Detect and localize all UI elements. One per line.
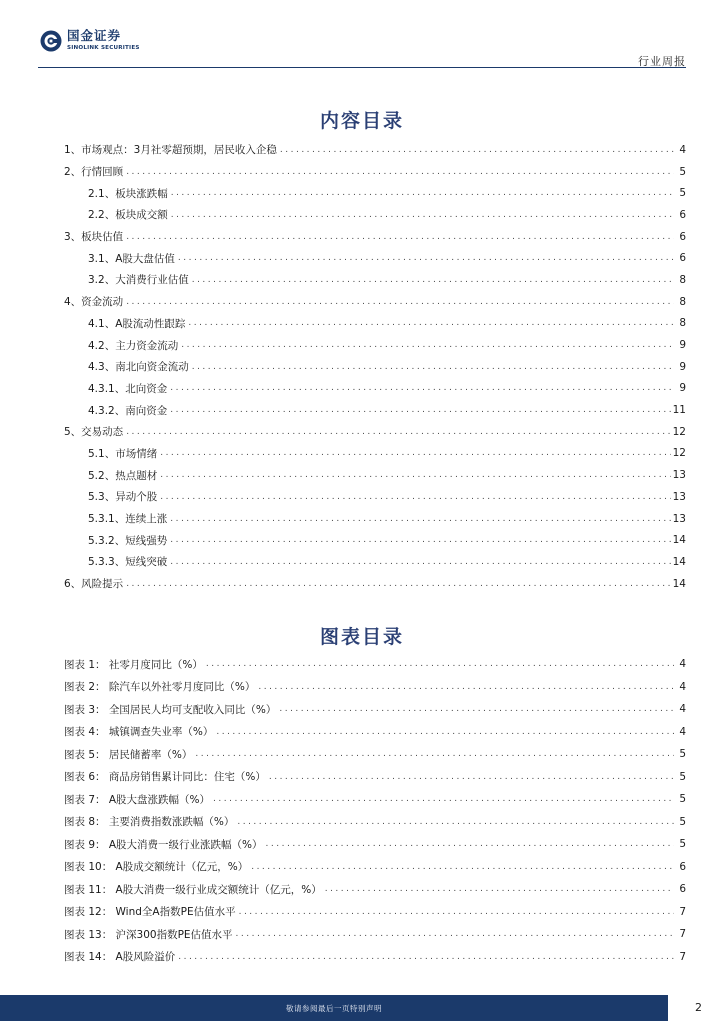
dot-leader xyxy=(188,318,674,328)
entry-page-number: 4 xyxy=(679,680,686,693)
dot-leader xyxy=(237,817,674,827)
contents-entry[interactable] xyxy=(64,551,686,573)
entry-label: 6、风险提示 xyxy=(64,578,124,591)
entry-page-number: 5 xyxy=(679,748,686,761)
entry-page-number: 14 xyxy=(672,555,686,568)
entry-label: 3、板块估值 xyxy=(64,231,124,244)
figure-entry[interactable] xyxy=(64,901,686,924)
entry-label: 5.2、热点题材 xyxy=(88,469,158,482)
entry-label: 图表 4： 城镇调查失业率（%） xyxy=(64,726,214,739)
entry-page-number: 13 xyxy=(672,490,686,503)
contents-list xyxy=(64,139,686,594)
figure-entry[interactable] xyxy=(64,878,686,901)
dot-leader xyxy=(213,794,674,804)
dot-leader xyxy=(279,704,674,714)
entry-label: 4.1、A股流动性跟踪 xyxy=(88,317,186,330)
entry-label: 图表 6： 商品房销售累计同比：住宅（%） xyxy=(64,771,266,784)
entry-label: 图表 14： A股风险溢价 xyxy=(64,951,176,964)
dot-leader xyxy=(251,862,674,872)
dot-leader xyxy=(206,659,674,669)
entry-page-number: 5 xyxy=(679,187,686,200)
dot-leader xyxy=(239,907,674,917)
figure-entry[interactable] xyxy=(64,856,686,879)
entry-page-number: 13 xyxy=(672,469,686,482)
dot-leader xyxy=(160,470,670,480)
entry-page-number: 7 xyxy=(679,950,686,963)
dot-leader xyxy=(126,579,670,589)
figure-entry[interactable] xyxy=(64,788,686,811)
dot-leader xyxy=(171,188,674,198)
entry-label: 图表 9： A股大消费一级行业涨跌幅（%） xyxy=(64,838,263,851)
entry-page-number: 8 xyxy=(679,295,686,308)
entry-page-number: 5 xyxy=(679,770,686,783)
dot-leader xyxy=(181,340,674,350)
entry-label: 3.1、A股大盘估值 xyxy=(88,252,175,265)
entry-page-number: 7 xyxy=(679,905,686,918)
entry-page-number: 7 xyxy=(679,928,686,941)
entry-page-number: 4 xyxy=(679,143,686,156)
figure-entry[interactable] xyxy=(64,698,686,721)
dot-leader xyxy=(126,232,674,242)
company-logo xyxy=(40,30,140,52)
contents-entry[interactable] xyxy=(64,313,686,335)
entry-label: 4、资金流动 xyxy=(64,296,124,309)
dot-leader xyxy=(192,362,674,372)
entry-label: 5.3.1、连续上涨 xyxy=(88,513,168,526)
contents-entry[interactable] xyxy=(64,486,686,508)
entry-label: 图表 2： 除汽车以外社零月度同比（%） xyxy=(64,681,256,694)
contents-entry[interactable] xyxy=(64,247,686,269)
contents-entry[interactable] xyxy=(64,443,686,465)
entry-page-number: 14 xyxy=(672,577,686,590)
dot-leader xyxy=(195,749,674,759)
figure-entry[interactable] xyxy=(64,721,686,744)
entry-label: 2、行情回顾 xyxy=(64,166,124,179)
dot-leader xyxy=(160,492,670,502)
contents-entry[interactable] xyxy=(64,204,686,226)
dot-leader xyxy=(280,145,674,155)
entry-label: 2.2、板块成交额 xyxy=(88,209,168,222)
figure-entry[interactable] xyxy=(64,676,686,699)
entry-label: 1、市场观点：3月社零超预期，居民收入企稳 xyxy=(64,144,277,157)
dot-leader xyxy=(269,772,674,782)
dot-leader xyxy=(266,839,674,849)
entry-page-number: 9 xyxy=(679,382,686,395)
contents-entry[interactable] xyxy=(64,226,686,248)
dot-leader xyxy=(192,275,674,285)
entry-page-number: 5 xyxy=(679,165,686,178)
figure-entry[interactable] xyxy=(64,923,686,946)
entry-page-number: 6 xyxy=(679,883,686,896)
entry-page-number: 12 xyxy=(672,425,686,438)
contents-entry[interactable] xyxy=(64,508,686,530)
contents-entry[interactable] xyxy=(64,573,686,595)
entry-label: 图表 12： Wind全A指数PE估值水平 xyxy=(64,906,236,919)
contents-entry[interactable] xyxy=(64,378,686,400)
footer-disclaimer: 敬请参阅最后一页特别声明 xyxy=(286,1004,382,1013)
dot-leader xyxy=(126,427,670,437)
contents-entry[interactable] xyxy=(64,291,686,313)
figures-title: 图表目录 xyxy=(319,626,404,648)
entry-page-number: 6 xyxy=(679,230,686,243)
report-type-label: 行业周报 xyxy=(638,55,686,68)
dot-leader xyxy=(126,167,674,177)
dot-leader xyxy=(126,297,674,307)
entry-label: 5.1、市场情绪 xyxy=(88,447,158,460)
figure-entry[interactable] xyxy=(64,653,686,676)
figures-list xyxy=(64,653,686,968)
entry-page-number: 9 xyxy=(679,360,686,373)
contents-entry[interactable] xyxy=(64,269,686,291)
figure-entry[interactable] xyxy=(64,833,686,856)
dot-leader xyxy=(258,682,674,692)
contents-entry[interactable] xyxy=(64,182,686,204)
figure-entry[interactable] xyxy=(64,811,686,834)
entry-page-number: 12 xyxy=(672,447,686,460)
entry-label: 图表 7： A股大盘涨跌幅（%） xyxy=(64,793,211,806)
entry-label: 5.3.2、短线强势 xyxy=(88,534,168,547)
header-divider xyxy=(38,67,686,68)
entry-label: 5.3.3、短线突破 xyxy=(88,556,168,569)
entry-label: 图表 5： 居民储蓄率（%） xyxy=(64,748,193,761)
entry-page-number: 5 xyxy=(679,838,686,851)
entry-page-number: 8 xyxy=(679,317,686,330)
dot-leader xyxy=(171,210,674,220)
entry-label: 5、交易动态 xyxy=(64,426,124,439)
contents-entry[interactable] xyxy=(64,464,686,486)
dot-leader xyxy=(178,952,674,962)
contents-entry[interactable] xyxy=(64,421,686,443)
dot-leader xyxy=(160,448,670,458)
contents-entry[interactable] xyxy=(64,334,686,356)
entry-page-number: 13 xyxy=(672,512,686,525)
entry-page-number: 5 xyxy=(679,793,686,806)
entry-label: 图表 13： 沪深300指数PE估值水平 xyxy=(64,928,233,941)
dot-leader xyxy=(216,727,674,737)
entry-label: 图表 10： A股成交额统计（亿元，%） xyxy=(64,861,249,874)
entry-page-number: 11 xyxy=(672,404,686,417)
entry-page-number: 9 xyxy=(679,339,686,352)
contents-entry[interactable] xyxy=(64,356,686,378)
entry-page-number: 6 xyxy=(679,860,686,873)
entry-label: 3.2、大消费行业估值 xyxy=(88,274,189,287)
brand-name-en: SINOLINK SECURITIES xyxy=(67,44,140,51)
entry-page-number: 4 xyxy=(679,658,686,671)
dot-leader xyxy=(170,383,674,393)
entry-label: 4.3.1、北向资金 xyxy=(88,382,168,395)
dot-leader xyxy=(170,557,670,567)
contents-entry[interactable] xyxy=(64,139,686,161)
figure-entry[interactable] xyxy=(64,946,686,969)
dot-leader xyxy=(178,253,674,263)
entry-label: 4.2、主力资金流动 xyxy=(88,339,179,352)
page-header xyxy=(0,0,724,70)
dot-leader xyxy=(325,884,674,894)
contents-entry[interactable] xyxy=(64,399,686,421)
entry-label: 4.3.2、南向资金 xyxy=(88,404,168,417)
entry-label: 图表 8： 主要消费指数涨跌幅（%） xyxy=(64,816,235,829)
contents-title: 内容目录 xyxy=(319,110,404,132)
figure-entry[interactable] xyxy=(64,766,686,789)
entry-label: 2.1、板块涨跌幅 xyxy=(88,187,168,200)
entry-page-number: 6 xyxy=(679,252,686,265)
contents-entry[interactable] xyxy=(64,161,686,183)
dot-leader xyxy=(170,514,670,524)
entry-label: 图表 11： A股大消费一级行业成交额统计（亿元，%） xyxy=(64,883,322,896)
dot-leader xyxy=(170,405,670,415)
entry-page-number: 8 xyxy=(679,273,686,286)
entry-page-number: 4 xyxy=(679,725,686,738)
page-number: 2 xyxy=(695,1001,702,1014)
entry-label: 图表 3： 全国居民人均可支配收入同比（%） xyxy=(64,703,277,716)
contents-entry[interactable] xyxy=(64,529,686,551)
entry-page-number: 6 xyxy=(679,208,686,221)
dot-leader xyxy=(236,929,674,939)
brand-name-cn: 国金证券 xyxy=(67,28,122,44)
entry-label: 5.3、异动个股 xyxy=(88,491,158,504)
figure-entry[interactable] xyxy=(64,743,686,766)
entry-page-number: 5 xyxy=(679,815,686,828)
entry-page-number: 14 xyxy=(672,534,686,547)
dot-leader xyxy=(170,535,670,545)
entry-label: 4.3、南北向资金流动 xyxy=(88,361,189,374)
sinolink-logo-icon xyxy=(40,30,62,52)
entry-label: 图表 1： 社零月度同比（%） xyxy=(64,658,203,671)
entry-page-number: 4 xyxy=(679,703,686,716)
